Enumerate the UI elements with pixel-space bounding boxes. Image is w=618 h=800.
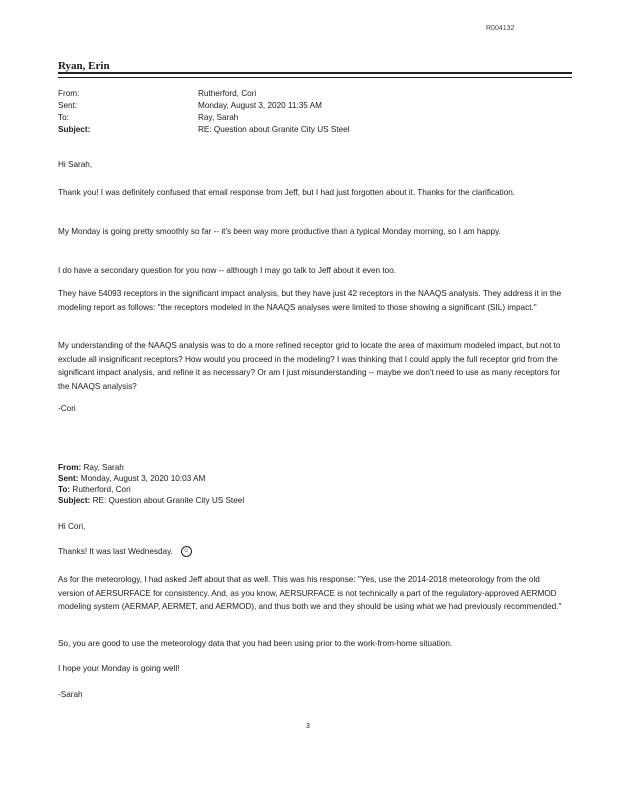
fwd-signature: -Sarah	[58, 690, 83, 699]
fwd-value: Rutherford, Cori	[72, 485, 131, 494]
fwd-value: Ray, Sarah	[83, 463, 124, 472]
fwd-paragraph	[58, 545, 568, 559]
fwd-from	[58, 462, 568, 473]
fwd-value: Monday, August 3, 2020 10:03 AM	[80, 474, 206, 483]
fwd-label: From:	[58, 463, 82, 472]
fwd-greeting: Hi Cori,	[58, 522, 86, 531]
smiley-icon: ☺	[181, 546, 192, 557]
header-label: Sent:	[58, 101, 78, 110]
body-paragraph: I do have a secondary question for you now -- although I may go talk to Jeff about it even too.	[58, 266, 397, 275]
header-value: RE: Question about Granite City US Steel	[198, 125, 350, 134]
body-greeting: Hi Sarah,	[58, 160, 93, 169]
header-label: From:	[58, 89, 80, 98]
body-paragraph: They have 54093 receptors in the significant impact analysis, but they have just 42 receptors in the NAAQS analysis. They address it in the modeling report as follows: "the receptors modeled in the NAAQS analyses were limited to those showing a significant (SIL) impact."	[58, 289, 562, 312]
header-label: Subject:	[58, 125, 91, 134]
page-number: 3	[306, 723, 310, 730]
mailbox-owner-name: Ryan, Erin	[58, 60, 110, 72]
header-label: To:	[58, 113, 69, 122]
header-divider	[58, 72, 572, 78]
header-value: Ray, Sarah	[198, 113, 239, 122]
fwd-value: RE: Question about Granite City US Steel	[92, 496, 245, 505]
fwd-sent	[58, 473, 568, 484]
body-paragraph: My Monday is going pretty smoothly so far -- it's been way more productive than a typical Monday morning, so I am happy.	[58, 227, 501, 236]
body-paragraph: Thank you! I was definitely confused that email response from Jeff, but I had just forgotten about it. Thanks for the clarification.	[58, 188, 516, 197]
body-signature: -Cori	[58, 404, 76, 413]
document-id: R004132	[486, 25, 515, 32]
body-paragraph: My understanding of the NAAQS analysis was to do a more refined receptor grid to locate the area of maximum modeled impact, but not to exclude all insignificant receptors? How would you proceed in the modeling? I was thinking that I could apply the full receptor grid from the significant impact analysis, and refine it as necessary? Or am I just misunderstanding -- maybe we don't need to use as many receptors for the NAAQS analysis?	[58, 341, 561, 391]
fwd-label: Subject:	[58, 496, 91, 505]
fwd-label: To:	[58, 485, 71, 494]
fwd-paragraph: I hope your Monday is going well!	[58, 664, 180, 673]
header-value: Monday, August 3, 2020 11:35 AM	[198, 101, 322, 110]
fwd-paragraph-text: Thanks! It was last Wednesday.	[58, 547, 173, 556]
header-value: Rutherford, Cori	[198, 89, 257, 98]
fwd-subject	[58, 495, 568, 506]
fwd-paragraph: So, you are good to use the meteorology data that you had been using prior to the work-from-home situation.	[58, 639, 453, 648]
fwd-to	[58, 484, 568, 495]
fwd-label: Sent:	[58, 474, 79, 483]
fwd-paragraph: As for the meteorology, I had asked Jeff about that as well. This was his response: "Yes, use the 2014-2018 meteorology from the old version of AERSURFACE for consistency. And, as you know, AERSURFACE is not technically a part of the regulatory-approved AERMOD modeling system (AERMAP, AERMET, and AERMOD), and thus both we and they should be using what we had previously recommended."	[58, 575, 562, 611]
